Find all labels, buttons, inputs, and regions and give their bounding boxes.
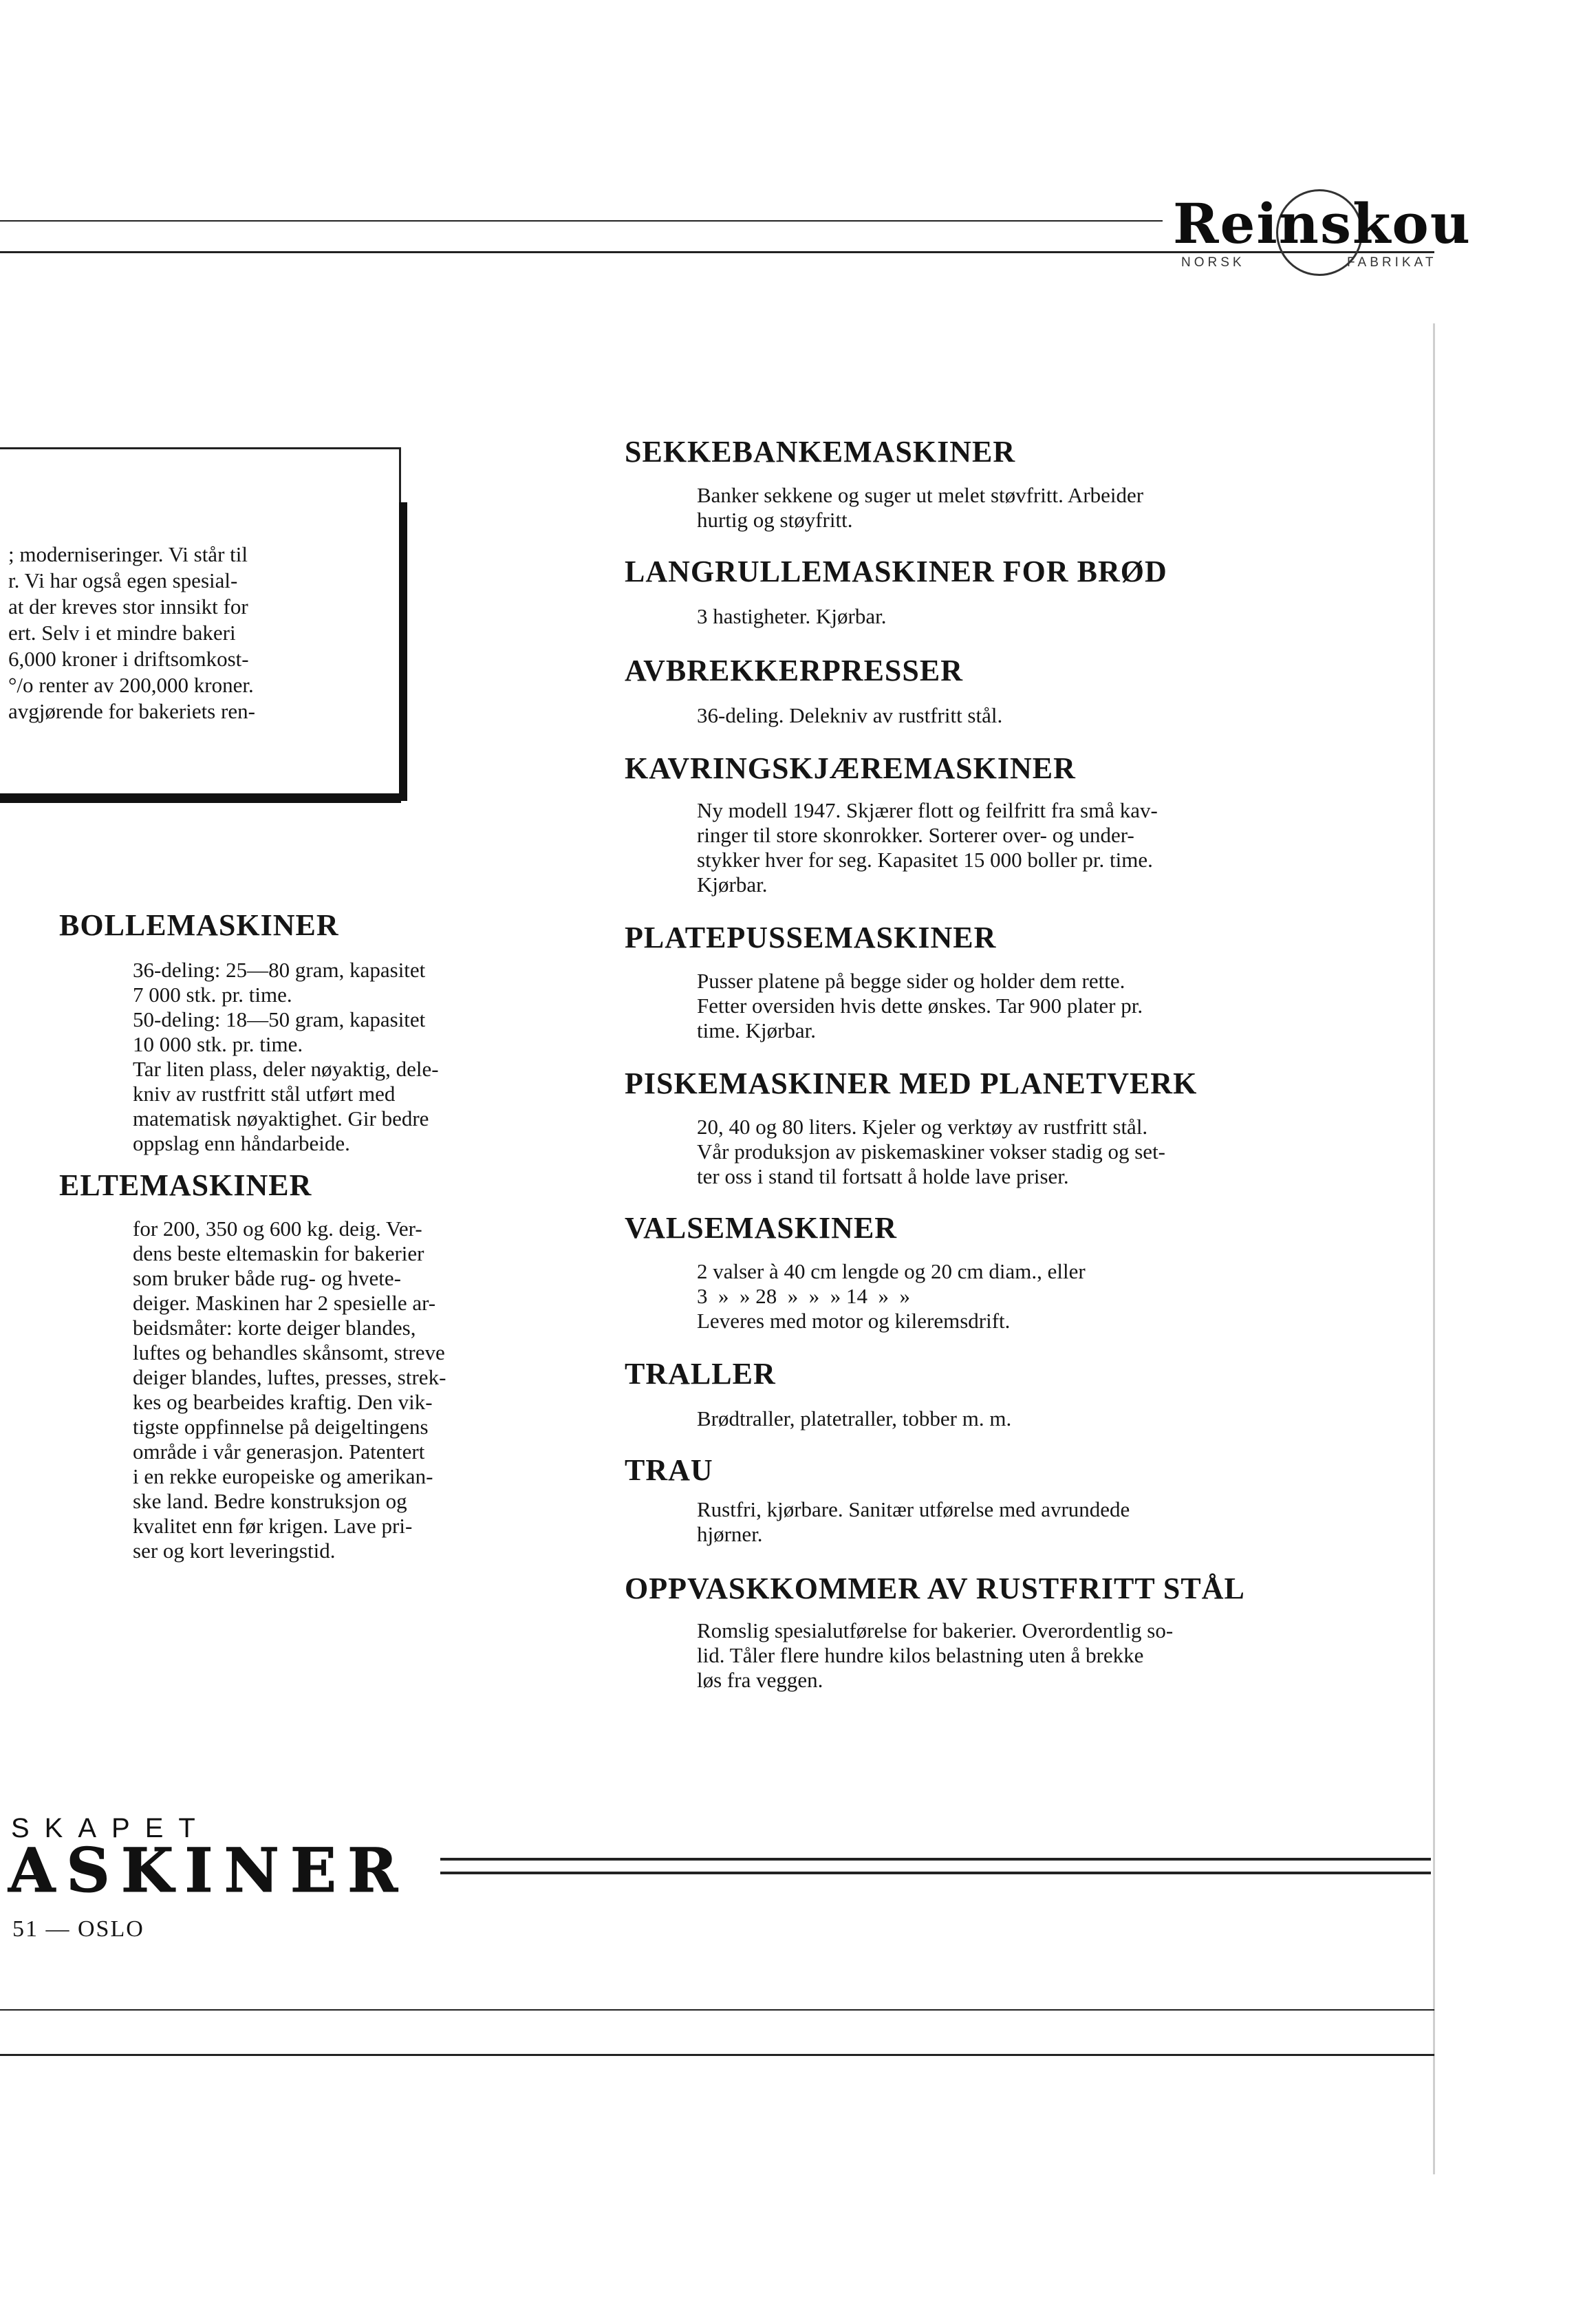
body-line: 50-deling: 18—50 gram, kapasitet [133,1007,426,1031]
body-line: 10 000 stk. pr. time. [133,1032,303,1056]
section-title-traller: TRALLER [625,1357,776,1391]
footer-company-prefix: SKAPET [11,1813,211,1843]
box-line: avgjørende for bakeriets ren- [8,699,255,723]
brand-caption-left: NORSK [1181,255,1245,270]
box-line: °/o renter av 200,000 kroner. [8,673,254,697]
box-line: r. Vi har også egen spesial- [8,568,238,592]
body-line: for 200, 350 og 600 kg. deig. Ver- [133,1217,422,1241]
box-line: 6,000 kroner i driftsomkost- [8,647,249,671]
body-line: ringer til store skonrokker. Sorterer over- og under- [697,823,1134,847]
brand-logo [1173,191,1471,272]
body-line: Ny modell 1947. Skjærer flott og feilfritt fra små kav- [697,798,1158,822]
body-line: hurtig og støyfritt. [697,508,853,532]
section-title-kavring: KAVRINGSKJÆREMASKINER [625,751,1076,785]
body-line: time. Kjørbar. [697,1018,817,1042]
body-line: matematisk nøyaktighet. Gir bedre [133,1106,429,1131]
section-body-avbrekker [697,703,1319,728]
body-line: lid. Tåler flere hundre kilos belastning uten å brekke [697,1643,1144,1667]
body-line: 3 hastigheter. Kjørbar. [697,604,887,628]
section-body-trau [697,1497,1319,1547]
body-line: 36-deling: 25—80 gram, kapasitet [133,958,426,982]
section-body-kavring [697,798,1319,897]
box-line: ; moderniseringer. Vi står til [8,542,248,566]
section-title-avbrekker: AVBREKKERPRESSER [625,654,963,687]
section-body-langrulle [697,604,1319,629]
box-line: at der kreves stor innsikt for [8,595,248,619]
section-body-eltemaskiner [133,1217,533,1563]
body-line: i en rekke europeiske og amerikan- [133,1464,433,1488]
page-edge [1433,323,1435,2174]
section-title-bollemaskiner: BOLLEMASKINER [59,908,339,942]
body-line: kvalitet enn før krigen. Lave pri- [133,1514,413,1538]
section-body-valse [697,1259,1319,1333]
brand-caption-right: FABRIKAT [1347,255,1437,270]
body-line: deiger blandes, luftes, presses, strek- [133,1365,446,1389]
body-line: Tar liten plass, deler nøyaktig, dele- [133,1057,439,1081]
body-line: dens beste eltemaskin for bakerier [133,1241,424,1265]
section-title-eltemaskiner: ELTEMASKINER [59,1168,312,1202]
body-line: 3 » » 28 » » » 14 » » [697,1284,910,1308]
body-line: oppslag enn håndarbeide. [133,1131,350,1155]
section-body-platepusse [697,969,1319,1043]
body-line: ser og kort leveringstid. [133,1539,336,1563]
brand-name: Reinskou [1173,191,1471,256]
body-line: Vår produksjon av piskemaskiner vokser stadig og set- [697,1139,1166,1164]
body-line: tigste oppfinnelse på deigeltingens [133,1415,429,1439]
body-line: Leveres med motor og kileremsdrift. [697,1309,1011,1333]
body-line: Brødtraller, platetraller, tobber m. m. [697,1406,1012,1431]
section-title-langrulle: LANGRULLEMASKINER FOR BRØD [625,555,1167,588]
body-line: 7 000 stk. pr. time. [133,983,292,1007]
section-body-bollemaskiner [133,958,533,1156]
section-title-valse: VALSEMASKINER [625,1211,898,1245]
body-line: kniv av rustfritt stål utført med [133,1082,396,1106]
body-line: deiger. Maskinen har 2 spesielle ar- [133,1291,436,1315]
intro-box-shadow [399,502,407,801]
section-title-oppvask: OPPVASKKOMMER AV RUSTFRITT STÅL [625,1572,1245,1605]
body-line: hjørner. [697,1522,763,1546]
body-line: 2 valser à 40 cm lengde og 20 cm diam., eller [697,1259,1086,1283]
body-line: 36-deling. Delekniv av rustfritt stål. [697,703,1003,727]
body-line: stykker hver for seg. Kapasitet 15 000 boller pr. time. [697,848,1153,872]
body-line: kes og bearbeides kraftig. Den vik- [133,1390,433,1414]
body-line: Banker sekkene og suger ut melet støvfritt. Arbeider [697,483,1144,507]
section-title-trau: TRAU [625,1453,713,1487]
section-body-oppvask [697,1618,1319,1693]
footer-city: 51 — OSLO [12,1916,144,1942]
footer-company-name: ASKINER [8,1834,409,1906]
body-line: 20, 40 og 80 liters. Kjeler og verktøy av rustfritt stål. [697,1115,1148,1139]
box-line: ert. Selv i et mindre bakeri [8,621,236,645]
body-line: Romslig spesialutførelse for bakerier. Overordentlig so- [697,1618,1174,1642]
bottom-rule-2 [0,2054,1434,2056]
intro-box-text [8,542,338,725]
body-line: område i vår generasjon. Patentert [133,1439,425,1464]
intro-box [0,447,401,803]
body-line: Rustfri, kjørbare. Sanitær utførelse med avrundede [697,1497,1130,1521]
section-title-piske: PISKEMASKINER MED PLANETVERK [625,1067,1198,1100]
body-line: Pusser platene på begge sider og holder dem rette. [697,969,1125,993]
body-line: som bruker både rug- og hvete- [133,1266,401,1290]
body-line: Fetter oversiden hvis dette ønskes. Tar 900 plater pr. [697,994,1143,1018]
body-line: ter oss i stand til fortsatt å holde lave priser. [697,1164,1069,1188]
body-line: ske land. Bedre konstruksjon og [133,1489,407,1513]
section-title-platepusse: PLATEPUSSEMASKINER [625,921,997,954]
body-line: beidsmåter: korte deiger blandes, [133,1316,416,1340]
bottom-rule [0,2009,1434,2011]
section-body-piske [697,1115,1319,1189]
body-line: luftes og behandles skånsomt, streve [133,1340,445,1364]
body-line: Kjørbar. [697,872,768,897]
footer-rule [440,1858,1431,1861]
section-body-sekkebanke [697,483,1319,533]
top-rule [0,220,1163,222]
section-title-sekkebanke: SEKKEBANKEMASKINER [625,435,1016,469]
section-body-traller [697,1406,1319,1431]
body-line: løs fra veggen. [697,1668,823,1692]
footer-rule-2 [440,1872,1431,1874]
